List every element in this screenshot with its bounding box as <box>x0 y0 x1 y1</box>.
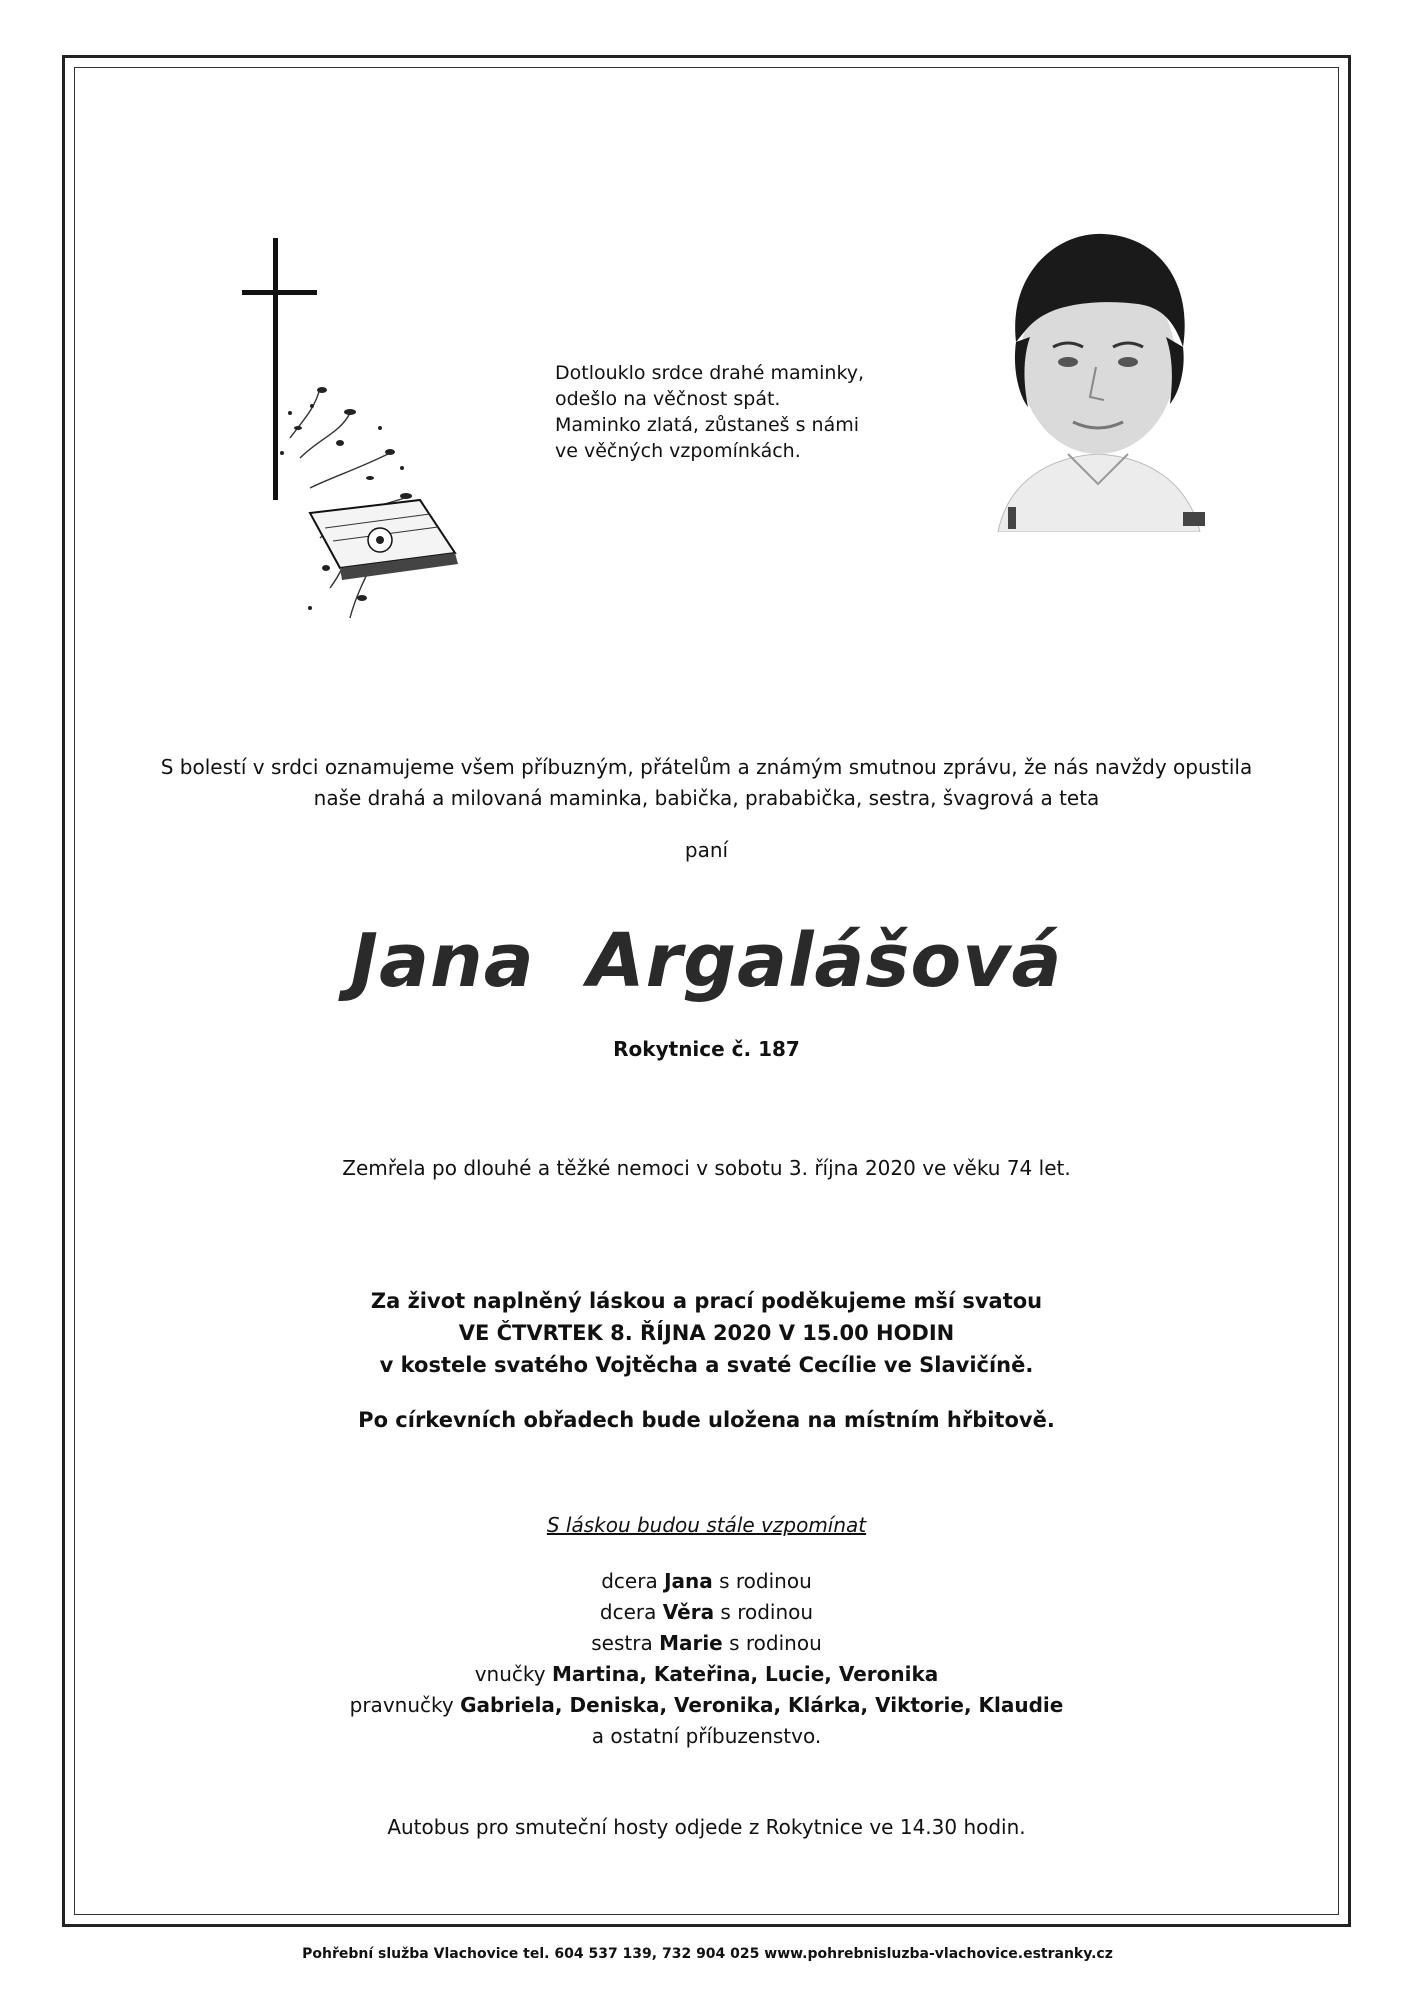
list-item: a ostatní příbuzenstvo. <box>591 1724 822 1748</box>
title-word: paní <box>684 838 729 862</box>
mass-line: v kostele svatého Vojtěcha a svaté Cecílie ve Slavičíně. <box>379 1353 1034 1377</box>
mourners-list <box>74 1566 1339 1752</box>
portrait-photo <box>968 222 1228 532</box>
burial-notice: Po církevních obřadech bude uložena na místním hřbitově. <box>358 1408 1055 1432</box>
poem-line: odešlo na věčnost spát. <box>555 388 781 410</box>
announcement-line: naše drahá a milovaná maminka, babička, prababička, sestra, švagrová a teta <box>313 786 1100 810</box>
poem-line: Dotlouklo srdce drahé maminky, <box>555 362 865 384</box>
list-item: sestra Marie s rodinou <box>591 1631 822 1655</box>
poem-verse <box>555 360 864 464</box>
mourners-title: S láskou budou stále vzpomínat <box>546 1513 867 1537</box>
address: Rokytnice č. 187 <box>613 1037 800 1061</box>
footer-contact: Pohřební služba Vlachovice tel. 604 537 139, 732 904 025 www.pohrebnisluzba-vlachovice.estranky.cz <box>302 1946 1113 1962</box>
announcement-text <box>74 752 1339 814</box>
list-item: pravnučky Gabriela, Deniska, Veronika, Klárka, Viktorie, Klaudie <box>349 1693 1064 1717</box>
mass-announcement <box>74 1285 1339 1381</box>
poem-line: ve věčných vzpomínkách. <box>555 440 801 462</box>
poem-line: Maminko zlatá, zůstaneš s námi <box>555 414 860 436</box>
cross-with-flowers-icon <box>230 238 490 648</box>
bus-notice: Autobus pro smuteční hosty odjede z Rokytnice ve 14.30 hodin. <box>387 1815 1026 1839</box>
list-item: dcera Věra s rodinou <box>599 1600 814 1624</box>
deceased-name: Jana Argalášová <box>350 918 1063 1004</box>
announcement-line: S bolestí v srdci oznamujeme všem příbuzným, přátelům a známým smutnou zprávu, že nás navždy opustila <box>160 755 1253 779</box>
list-item: vnučky Martina, Kateřina, Lucie, Veronika <box>474 1662 939 1686</box>
mass-line: VE ČTVRTEK 8. ŘÍJNA 2020 V 15.00 HODIN <box>458 1321 955 1345</box>
mass-line: Za život naplněný láskou a prací poděkujeme mší svatou <box>370 1289 1043 1313</box>
list-item: dcera Jana s rodinou <box>601 1569 812 1593</box>
death-notice: Zemřela po dlouhé a těžké nemoci v sobotu 3. října 2020 ve věku 74 let. <box>342 1156 1071 1180</box>
